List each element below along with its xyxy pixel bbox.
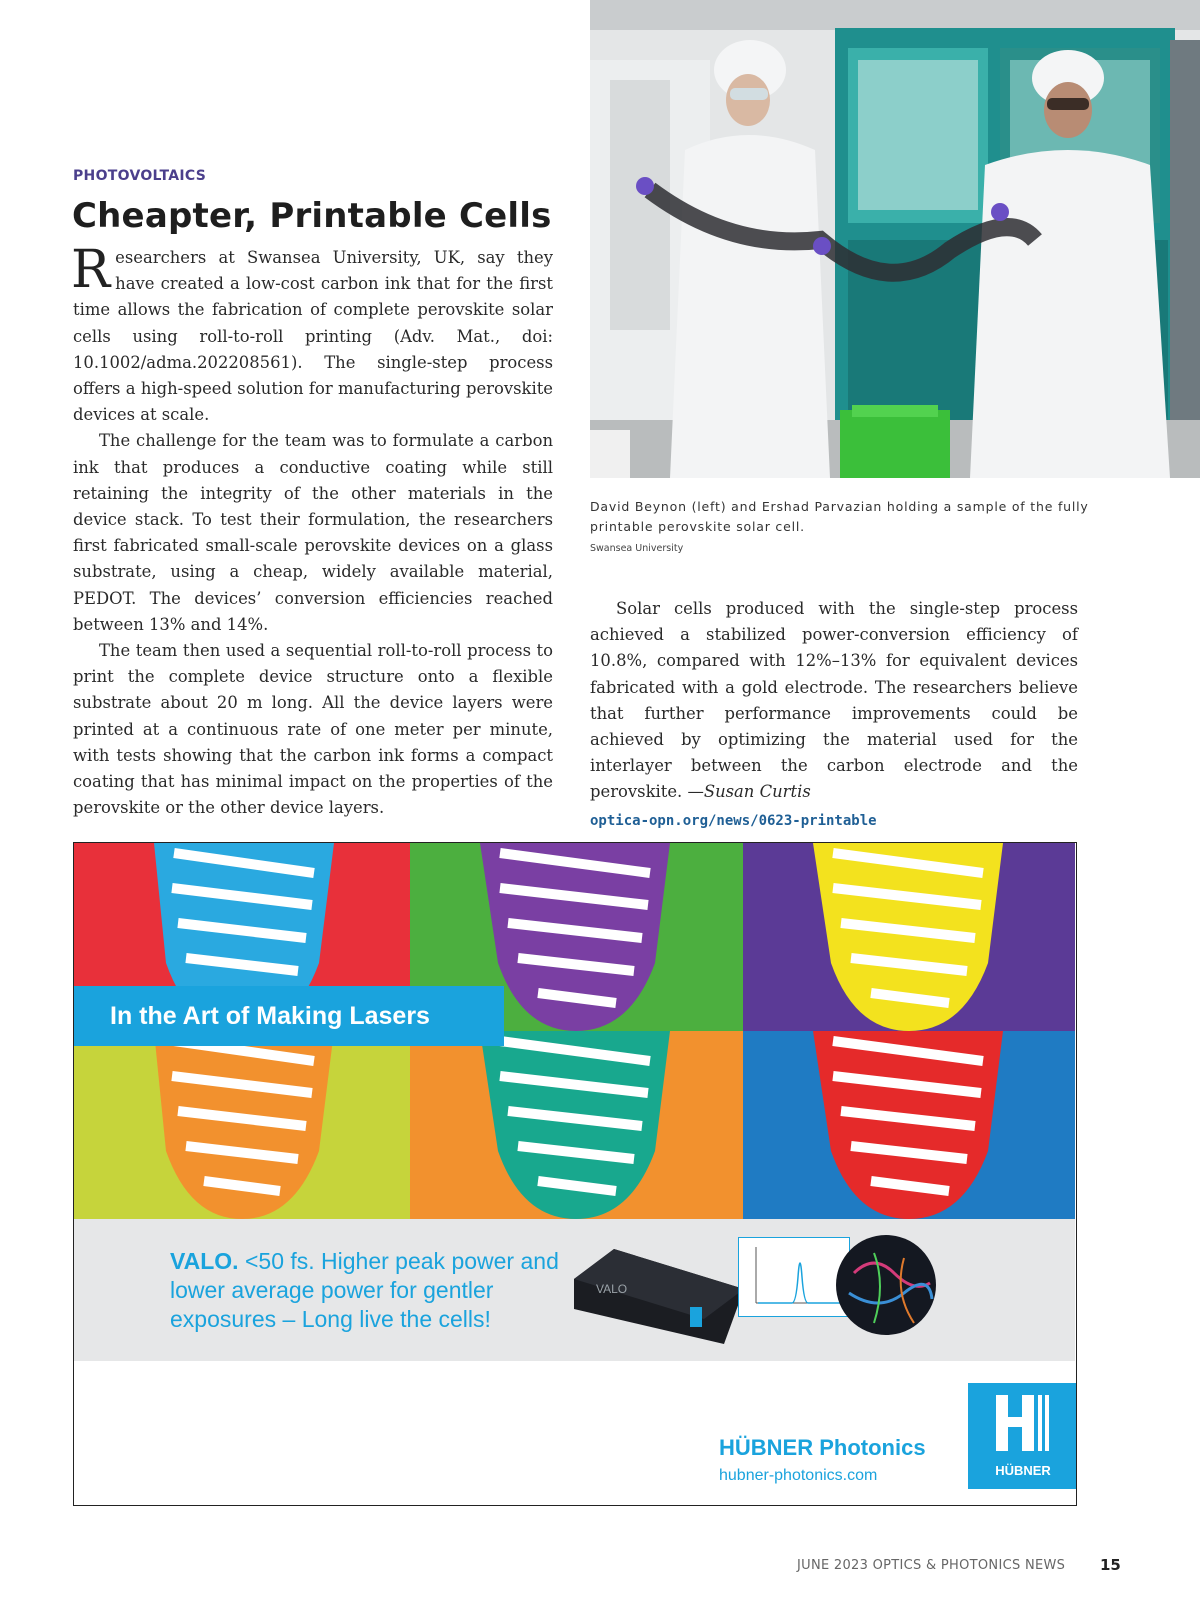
article-link[interactable]: optica-opn.org/news/0623-printable: [590, 812, 877, 829]
zebra-panel-blue: [743, 1031, 1075, 1219]
author-byline: Susan Curtis: [703, 782, 811, 802]
paragraph-1: Researchers at Swansea University, UK, say they have created a low-cost carbon ink that for the first time allows the fabrication of complete perovskite solar cells using roll-to-roll printing (Adv. Mat., doi: 10.1002/adma.202208561). The single-step process offers a high-speed solution for manufacturing perovskite devices at scale.: [71, 240, 553, 425]
drop-cap: R: [71, 240, 111, 300]
cell-image: [834, 1233, 938, 1337]
brand-name: HÜBNER Photonics: [719, 1435, 926, 1460]
paragraph-2: The challenge for the team was to formulate a carbon ink that produces a conductive coating while still retaining the integrity of the other materials in the device stack. To test their formulation, the researchers first fabricated small-scale perovskite devices on a glass substrate, using a cheap, widely available material, PEDOT. The devices’ conversion efficiencies reached between 13% and 14%.: [73, 431, 553, 634]
ad-banner-headline: In the Art of Making Lasers: [74, 986, 504, 1046]
article-column-left: [71, 240, 553, 821]
photo-credit: Swansea University: [590, 543, 684, 554]
brand-url[interactable]: hubner-photonics.com: [719, 1467, 878, 1484]
ad-product-copy: VALO. <50 fs. Higher peak power and lower average power for gentler exposures – Long live the cells!: [170, 1248, 559, 1332]
zebra-panel-purple: [743, 843, 1075, 1031]
hubner-logo: [968, 1383, 1077, 1489]
section-kicker: PHOTOVOLTAICS: [73, 168, 207, 184]
zebra-panel-lime: [74, 1031, 410, 1219]
article-photo: [590, 0, 1200, 478]
ad-product-band: [74, 1219, 1075, 1361]
zebra-panel-orange: [410, 1031, 743, 1219]
laser-device-image: [574, 1249, 744, 1349]
article-headline: Cheapter, Printable Cells: [72, 196, 552, 236]
page-footer: JUNE 2023 OPTICS & PHOTONICS NEWS: [797, 1558, 1066, 1573]
photo-caption: David Beynon (left) and Ershad Parvazian holding a sample of the fully printable perovskite solar cell.: [590, 499, 1089, 534]
article-column-right: [590, 596, 1078, 834]
device-label: VALO: [596, 1282, 628, 1296]
paragraph-4: Solar cells produced with the single-step process achieved a stabilized power-conversion efficiency of 10.8%, compared with 12%–13% for equivalent devices fabricated with a gold electrode. The researchers believe that further performance improvements could be achieved by optimizing the material used for the interlayer between the carbon electrode and the perovskite. —Susan Curtis: [590, 599, 1078, 802]
page-number: 15: [1100, 1556, 1121, 1574]
svg-text:HÜBNER: HÜBNER: [995, 1463, 1051, 1478]
advertisement[interactable]: [73, 842, 1077, 1506]
paragraph-3: The team then used a sequential roll-to-roll process to print the complete device structure onto a flexible substrate about 20 m long. All the device layers were printed at a continuous rate of one meter per minute, with tests showing that the carbon ink forms a compact coating that has minimal impact on the properties of the perovskite or the other device layers.: [73, 641, 553, 818]
